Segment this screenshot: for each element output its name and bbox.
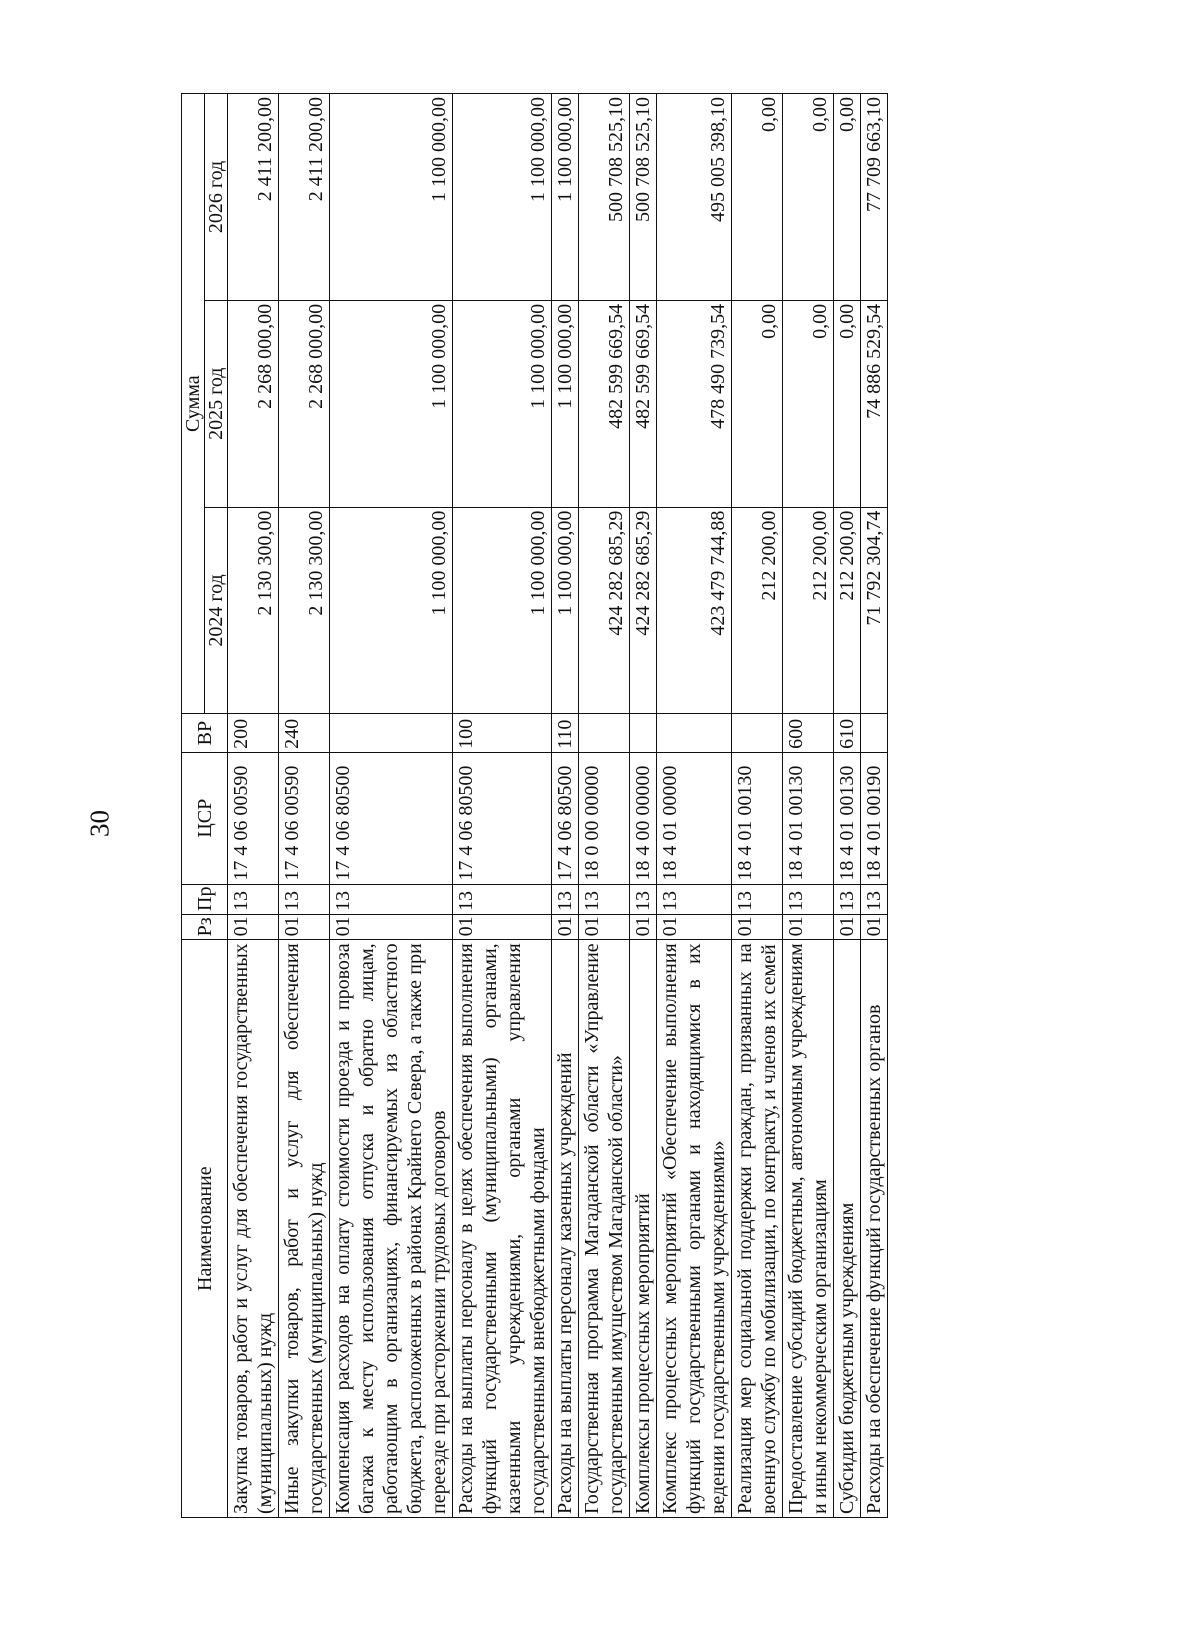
row-csr: 17 4 06 00590 (279, 752, 330, 884)
row-2024: 1 100 000,00 (453, 507, 552, 714)
row-2025: 0,00 (834, 300, 861, 507)
row-pr: 13 (834, 884, 861, 914)
row-name: Комплексы процессных мероприятий (630, 940, 657, 1518)
row-2025: 74 886 529,54 (861, 300, 888, 507)
table-row (228, 94, 279, 1518)
row-2024: 424 282 685,29 (579, 507, 630, 714)
row-vr (330, 714, 453, 753)
row-pr: 13 (579, 884, 630, 914)
row-rz: 01 (279, 914, 330, 939)
table-row (783, 94, 834, 1518)
row-vr: 200 (228, 714, 279, 753)
row-2026: 0,00 (783, 94, 834, 301)
table-row (861, 94, 888, 1518)
header-2024: 2024 год (205, 507, 228, 714)
row-vr (630, 714, 657, 753)
row-2025: 0,00 (783, 300, 834, 507)
row-2024: 423 479 744,88 (657, 507, 732, 714)
table-row (552, 94, 579, 1518)
row-vr (861, 714, 888, 753)
row-rz: 01 (783, 914, 834, 939)
row-2026: 495 005 398,10 (657, 94, 732, 301)
row-2024: 2 130 300,00 (279, 507, 330, 714)
row-2025: 478 490 739,54 (657, 300, 732, 507)
row-pr: 13 (783, 884, 834, 914)
table-row (732, 94, 783, 1518)
table-row (330, 94, 453, 1518)
row-2024: 424 282 685,29 (630, 507, 657, 714)
row-2024: 2 130 300,00 (228, 507, 279, 714)
row-2024: 71 792 304,74 (861, 507, 888, 714)
row-2025: 1 100 000,00 (330, 300, 453, 507)
row-name: Государственная программа Магаданской области «Управление государственным имуществом Магаданской области» (579, 940, 630, 1518)
row-2026: 77 709 663,10 (861, 94, 888, 301)
row-pr: 13 (228, 884, 279, 914)
header-2026: 2026 год (205, 94, 228, 301)
row-rz: 01 (330, 914, 453, 939)
row-2024: 1 100 000,00 (330, 507, 453, 714)
row-name: Иные закупки товаров, работ и услуг для обеспечения государственных (муниципальных) нужд (279, 940, 330, 1518)
row-pr: 13 (453, 884, 552, 914)
table-row (630, 94, 657, 1518)
header-vr: ВР (182, 714, 228, 753)
row-csr: 17 4 06 00590 (228, 752, 279, 884)
row-2025: 1 100 000,00 (552, 300, 579, 507)
table-row (834, 94, 861, 1518)
row-pr: 13 (732, 884, 783, 914)
row-2026: 500 708 525,10 (579, 94, 630, 301)
row-2026: 0,00 (732, 94, 783, 301)
row-csr: 18 4 00 00000 (630, 752, 657, 884)
budget-table-sheet (181, 93, 1067, 1518)
budget-table (181, 93, 888, 1518)
row-pr: 13 (330, 884, 453, 914)
row-vr: 110 (552, 714, 579, 753)
row-vr: 600 (783, 714, 834, 753)
row-rz: 01 (453, 914, 552, 939)
row-csr: 18 4 01 00000 (657, 752, 732, 884)
row-2026: 500 708 525,10 (630, 94, 657, 301)
row-vr: 100 (453, 714, 552, 753)
row-name: Компенсация расходов на оплату стоимости проезда и провоза багажа к месту использования отпуска и обратно лицам, работающим в организациях, финансируемых из областного бюджета, расположенных в районах Крайнего Севера, а также при переезде при расторжении трудовых договоров (330, 940, 453, 1518)
row-rz: 01 (630, 914, 657, 939)
row-csr: 18 4 01 00130 (732, 752, 783, 884)
table-header-row (182, 94, 205, 1518)
row-2024: 212 200,00 (732, 507, 783, 714)
row-2024: 212 200,00 (834, 507, 861, 714)
table-row (657, 94, 732, 1518)
table-row (579, 94, 630, 1518)
row-rz: 01 (657, 914, 732, 939)
row-name: Субсидии бюджетным учреждениям (834, 940, 861, 1518)
row-2025: 2 268 000,00 (279, 300, 330, 507)
row-2025: 2 268 000,00 (228, 300, 279, 507)
row-2026: 1 100 000,00 (330, 94, 453, 301)
row-2024: 212 200,00 (783, 507, 834, 714)
row-2026: 2 411 200,00 (279, 94, 330, 301)
header-pr: Пр (182, 884, 228, 914)
row-name: Предоставление субсидий бюджетным, автономным учреждениям и иным некоммерческим организациям (783, 940, 834, 1518)
header-csr: ЦСР (182, 752, 228, 884)
row-2026: 2 411 200,00 (228, 94, 279, 301)
row-vr (579, 714, 630, 753)
row-rz: 01 (834, 914, 861, 939)
row-2025: 482 599 669,54 (579, 300, 630, 507)
row-name: Реализация мер социальной поддержки граждан, призванных на военную службу по мобилизации, по контракту, и членов их семей (732, 940, 783, 1518)
row-2026: 0,00 (834, 94, 861, 301)
row-csr: 18 4 01 00190 (861, 752, 888, 884)
row-pr: 13 (552, 884, 579, 914)
row-pr: 13 (657, 884, 732, 914)
row-csr: 17 4 06 80500 (330, 752, 453, 884)
header-2025: 2025 год (205, 300, 228, 507)
row-csr: 18 4 01 00130 (783, 752, 834, 884)
row-rz: 01 (552, 914, 579, 939)
row-name: Расходы на выплаты персоналу в целях обеспечения выполнения функций государственными (муниципальными) органами, казенными учреждениями, органами управления государственными внебюджетными фондами (453, 940, 552, 1518)
row-pr: 13 (861, 884, 888, 914)
row-vr (732, 714, 783, 753)
row-name: Закупка товаров, работ и услуг для обеспечения государственных (муниципальных) нужд (228, 940, 279, 1518)
row-2026: 1 100 000,00 (453, 94, 552, 301)
row-2025: 0,00 (732, 300, 783, 507)
row-2025: 1 100 000,00 (453, 300, 552, 507)
row-2026: 1 100 000,00 (552, 94, 579, 301)
row-vr (657, 714, 732, 753)
table-row (453, 94, 552, 1518)
row-csr: 18 0 00 00000 (579, 752, 630, 884)
header-name: Наименование (182, 940, 228, 1518)
row-csr: 17 4 06 80500 (453, 752, 552, 884)
row-csr: 18 4 01 00130 (834, 752, 861, 884)
row-rz: 01 (579, 914, 630, 939)
page-number: 30 (84, 810, 115, 837)
table-row (279, 94, 330, 1518)
row-pr: 13 (630, 884, 657, 914)
row-name: Расходы на обеспечение функций государственных органов (861, 940, 888, 1518)
row-2024: 1 100 000,00 (552, 507, 579, 714)
row-2025: 482 599 669,54 (630, 300, 657, 507)
row-pr: 13 (279, 884, 330, 914)
header-sum: Сумма (182, 94, 205, 714)
row-rz: 01 (732, 914, 783, 939)
row-csr: 17 4 06 80500 (552, 752, 579, 884)
row-rz: 01 (861, 914, 888, 939)
header-rz: Рз (182, 914, 228, 939)
row-vr: 240 (279, 714, 330, 753)
row-rz: 01 (228, 914, 279, 939)
row-name: Расходы на выплаты персоналу казенных учреждений (552, 940, 579, 1518)
row-vr: 610 (834, 714, 861, 753)
row-name: Комплекс процессных мероприятий «Обеспечение выполнения функций государственными органами и находящимися в их ведении государственными учреждениями» (657, 940, 732, 1518)
